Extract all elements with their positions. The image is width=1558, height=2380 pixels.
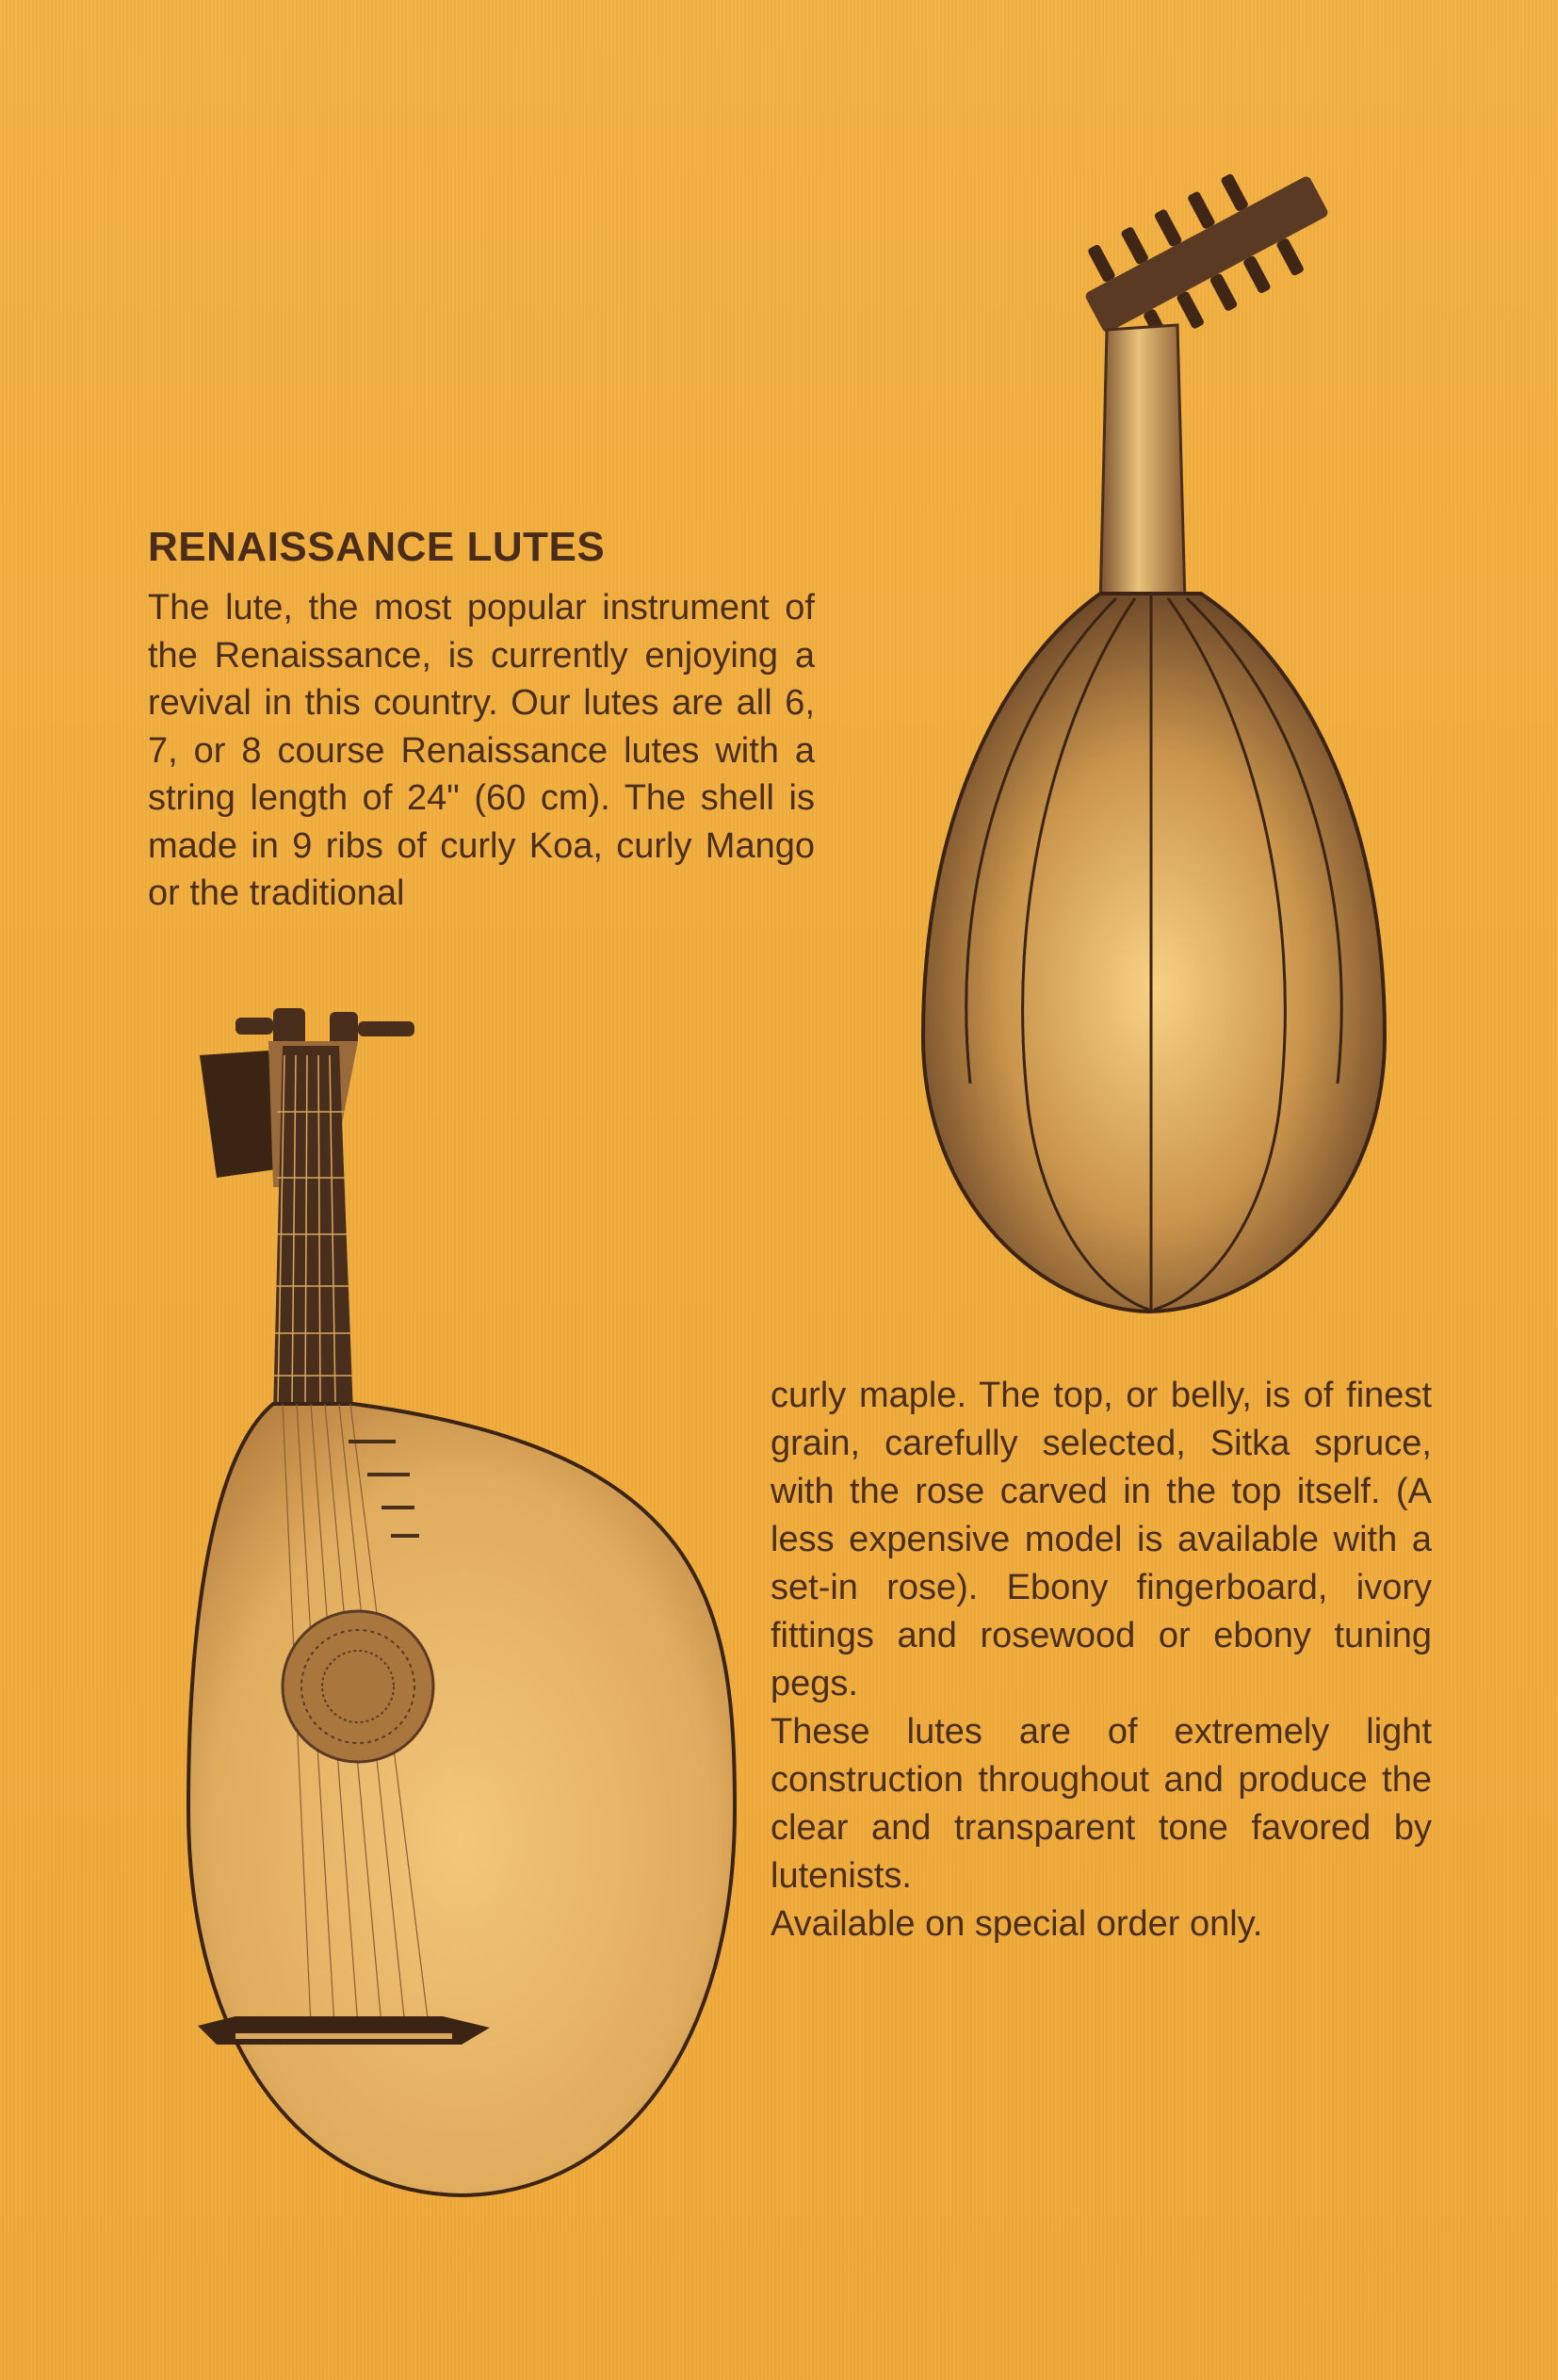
intro-paragraph: The lute, the most popular instrument of the Renaissance, is currently enjoying a revival in this country. Our lutes are all 6, 7, or 8 course Renaissance lutes with a string length of 24" (60 cm). The shell is made in 9 ribs of curly Koa, curly Mango or the traditional — [148, 588, 815, 913]
page-title: RENAISSANCE LUTES — [148, 524, 606, 570]
construction-paragraph: These lutes are of extremely light construction throughout and produce the clear and transparent tone favored by lutenists. — [771, 1712, 1432, 1896]
lute-back-view-photo — [895, 132, 1404, 1319]
details-paragraph: curly maple. The top, or belly, is of finest grain, carefully selected, Sitka spruce, with the rose carved in the top itself. (A less expensive model is available with a set-in rose). Ebony fingerboard, ivory fittings and rosewood or ebony tuning pegs. — [771, 1376, 1432, 1703]
continued-text — [771, 1372, 1432, 1948]
lute-front-view-photo — [179, 999, 744, 2205]
availability-note: Available on special order only. — [771, 1904, 1263, 1944]
